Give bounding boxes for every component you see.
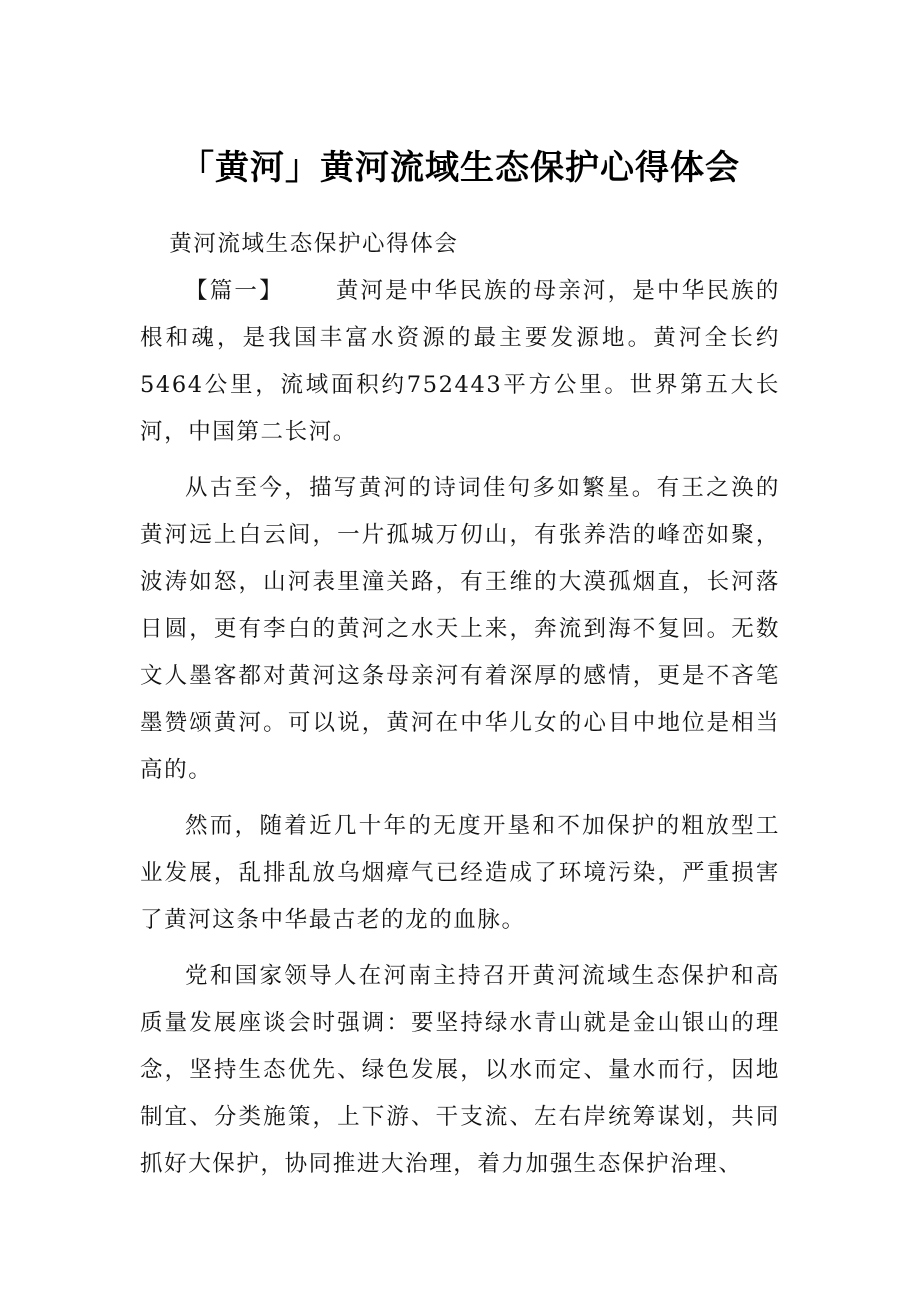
document-subtitle: 黄河流域生态保护心得体会 (169, 231, 459, 257)
paragraph-4: 党和国家领导人在河南主持召开黄河流域生态保护和高质量发展座谈会时强调：要坚持绿水青山就是金山银山的理念，坚持生态优先、绿色发展，以水而定、量水而行，因地制宜、分类施策，上下游、干支流、左右岸统筹谋划，共同抓好大保护，协同推进大治理，着力加强生态保护治理、 (140, 963, 780, 1177)
document-body (140, 221, 780, 1188)
paragraph-2: 从古至今，描写黄河的诗词佳句多如繁星。有王之涣的黄河远上白云间，一片孤城万仞山，有张养浩的峰峦如聚，波涛如怒，山河表里潼关路，有王维的大漠孤烟直，长河落日圆，更有李白的黄河之水天上来，奔流到海不复回。无数文人墨客都对黄河这条母亲河有着深厚的感情，更是不吝笔墨赞颂黄河。可以说，黄河在中华儿女的心目中地位是相当高的。 (140, 475, 780, 783)
paragraph-1-text: 黄河是中华民族的母亲河，是中华民族的根和魂，是我国丰富水资源的最主要发源地。黄河全长约5464公里，流域面积约752443平方公里。世界第五大长河，中国第二长河。 (140, 278, 780, 445)
paragraph-1 (140, 268, 780, 456)
paragraph-3: 然而，随着近几十年的无度开垦和不加保护的粗放型工业发展，乱排乱放乌烟瘴气已经造成了环境污染，严重损害了黄河这条中华最古老的龙的血脉。 (140, 813, 780, 933)
document-title: 「黄河」黄河流域生态保护心得体会 (180, 148, 740, 188)
section-tag: 【篇一】 (185, 278, 284, 304)
